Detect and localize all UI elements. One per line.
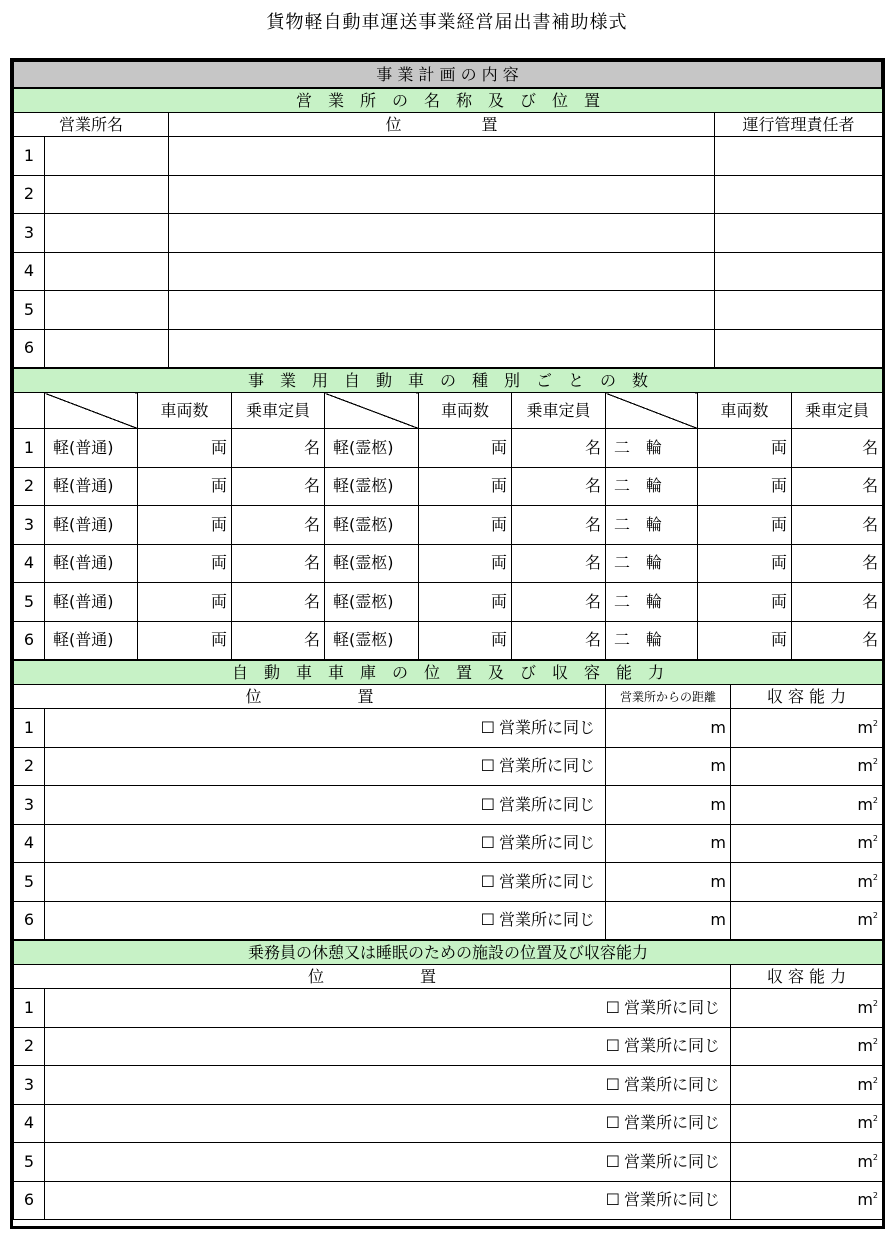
vehicles-header-diagonal	[606, 393, 698, 429]
office-name-field[interactable]	[45, 175, 169, 214]
same-as-office-checkbox[interactable]: ☐	[605, 997, 620, 1017]
operation-manager-header: 運行管理責任者	[715, 113, 883, 137]
type-normal-label: 軽(普通)	[45, 467, 138, 506]
rest-location-field[interactable]	[45, 1104, 731, 1143]
vehicle-count-field[interactable]: 両	[419, 506, 512, 545]
same-as-office-label: 営業所に同じ	[498, 871, 595, 891]
type-hearse-label: 軽(霊柩)	[325, 621, 419, 660]
vehicles-header-diagonal	[45, 393, 138, 429]
vehicle-count-field[interactable]: 両	[138, 429, 232, 468]
area-unit-superscript: 2	[872, 872, 879, 882]
operation-manager-field[interactable]	[715, 137, 883, 176]
vehicle-count-field[interactable]: 両	[419, 583, 512, 622]
vehicle-capacity-field[interactable]: 名	[232, 429, 325, 468]
same-as-office-checkbox[interactable]: ☐	[480, 833, 495, 853]
vehicle-count-field[interactable]: 両	[419, 467, 512, 506]
vehicle-capacity-field[interactable]: 名	[512, 429, 606, 468]
row-number: 1	[14, 429, 45, 468]
area-unit: m	[857, 1074, 873, 1094]
type-normal-label: 軽(普通)	[45, 544, 138, 583]
garage-distance-field[interactable]	[606, 709, 731, 748]
garage-capacity-field[interactable]	[731, 863, 883, 902]
row-number: 2	[14, 467, 45, 506]
garage-distance-field[interactable]	[606, 786, 731, 825]
garage-row	[14, 824, 883, 863]
garage-row	[14, 863, 883, 902]
same-as-office-label: 営業所に同じ	[498, 833, 595, 853]
type-two-wheel-label: 二 輪	[606, 621, 698, 660]
office-location-field[interactable]	[169, 137, 715, 176]
vehicles-header-blank	[14, 393, 45, 429]
area-unit-superscript: 2	[872, 757, 879, 767]
row-number: 4	[14, 824, 45, 863]
office-name-field[interactable]	[45, 214, 169, 253]
row-number: 1	[14, 137, 45, 176]
rest-row	[14, 1066, 883, 1105]
garage-location-field[interactable]	[45, 709, 606, 748]
vehicle-count-field[interactable]: 両	[698, 506, 792, 545]
rest-row	[14, 989, 883, 1028]
vehicle-count-field[interactable]: 両	[698, 467, 792, 506]
area-unit: m	[857, 833, 873, 853]
garage-capacity-field[interactable]	[731, 786, 883, 825]
garage-capacity-field[interactable]	[731, 709, 883, 748]
office-row	[14, 137, 883, 176]
area-unit-superscript: 2	[872, 1075, 878, 1085]
form-frame	[10, 58, 885, 1229]
offices-table	[13, 88, 883, 368]
rest-table	[13, 940, 883, 1220]
type-normal-label: 軽(普通)	[45, 583, 138, 622]
vehicle-count-field[interactable]: 両	[419, 544, 512, 583]
area-unit: m	[857, 717, 873, 737]
type-two-wheel-label: 二 輪	[606, 429, 698, 468]
rest-capacity-field[interactable]	[731, 989, 883, 1028]
vehicle-capacity-header: 乗車定員	[232, 393, 325, 429]
rest-capacity-field[interactable]	[731, 1181, 883, 1220]
row-number: 2	[14, 1027, 45, 1066]
type-hearse-label: 軽(霊柩)	[325, 506, 419, 545]
vehicle-count-field[interactable]: 両	[698, 583, 792, 622]
area-unit: m	[857, 756, 873, 776]
rest-capacity-field[interactable]	[731, 1027, 883, 1066]
garage-location-header: 位 置	[14, 685, 606, 709]
vehicle-row	[14, 621, 883, 660]
area-unit: m	[857, 1113, 873, 1133]
row-number: 4	[14, 252, 45, 291]
vehicle-capacity-field[interactable]: 名	[512, 583, 606, 622]
garage-section-header: 自 動 車 車 庫 の 位 置 及 び 収 容 能 力	[14, 661, 883, 685]
office-name-field[interactable]	[45, 252, 169, 291]
area-unit: m	[857, 910, 873, 930]
area-unit: m	[857, 997, 873, 1017]
vehicle-count-field[interactable]: 両	[138, 544, 232, 583]
row-number: 6	[14, 901, 45, 940]
vehicle-capacity-field[interactable]: 名	[512, 621, 606, 660]
vehicle-capacity-field[interactable]: 名	[232, 544, 325, 583]
vehicle-count-field[interactable]: 両	[698, 544, 792, 583]
row-number: 4	[14, 544, 45, 583]
same-as-office-label: 営業所に同じ	[498, 910, 595, 930]
type-hearse-label: 軽(霊柩)	[325, 429, 419, 468]
area-unit-superscript: 2	[872, 1152, 878, 1162]
vehicle-capacity-field[interactable]: 名	[512, 467, 606, 506]
area-unit: m	[857, 1151, 873, 1171]
area-unit-superscript: 2	[872, 998, 878, 1008]
vehicle-row	[14, 506, 883, 545]
area-unit-superscript: 2	[872, 1191, 878, 1201]
area-unit-superscript: 2	[872, 1037, 878, 1047]
type-two-wheel-label: 二 輪	[606, 544, 698, 583]
garage-location-field[interactable]	[45, 901, 606, 940]
vehicle-row	[14, 583, 883, 622]
office-name-field[interactable]	[45, 291, 169, 330]
type-normal-label: 軽(普通)	[45, 621, 138, 660]
operation-manager-field[interactable]	[715, 291, 883, 330]
row-number: 2	[14, 747, 45, 786]
row-number: 5	[14, 1143, 45, 1182]
operation-manager-field[interactable]	[715, 329, 883, 368]
vehicle-row	[14, 544, 883, 583]
area-unit-superscript: 2	[872, 795, 879, 805]
office-location-field[interactable]	[169, 214, 715, 253]
same-as-office-checkbox[interactable]: ☐	[480, 794, 495, 814]
garage-location-field[interactable]	[45, 863, 606, 902]
type-hearse-label: 軽(霊柩)	[325, 544, 419, 583]
vehicle-capacity-field[interactable]: 名	[232, 583, 325, 622]
same-as-office-label: 営業所に同じ	[623, 997, 720, 1017]
garage-row	[14, 709, 883, 748]
office-row	[14, 175, 883, 214]
rest-row	[14, 1027, 883, 1066]
distance-unit: m	[710, 756, 726, 776]
distance-unit: m	[710, 794, 726, 814]
vehicle-count-field[interactable]: 両	[138, 583, 232, 622]
office-row	[14, 291, 883, 330]
same-as-office-checkbox[interactable]: ☐	[480, 871, 495, 891]
office-location-field[interactable]	[169, 175, 715, 214]
garage-row	[14, 747, 883, 786]
area-unit: m	[857, 1036, 873, 1056]
same-as-office-label: 営業所に同じ	[623, 1190, 720, 1210]
row-number: 6	[14, 329, 45, 368]
garage-distance-field[interactable]	[606, 863, 731, 902]
office-name-field[interactable]	[45, 137, 169, 176]
office-name-field[interactable]	[45, 329, 169, 368]
same-as-office-label: 営業所に同じ	[623, 1151, 720, 1171]
vehicle-count-header: 車両数	[698, 393, 792, 429]
operation-manager-field[interactable]	[715, 175, 883, 214]
vehicle-capacity-field[interactable]: 名	[232, 621, 325, 660]
vehicles-header-diagonal	[325, 393, 419, 429]
vehicle-row	[14, 429, 883, 468]
vehicles-table	[13, 368, 883, 660]
rest-capacity-field[interactable]	[731, 1066, 883, 1105]
same-as-office-label: 営業所に同じ	[498, 794, 595, 814]
area-unit-superscript: 2	[872, 718, 879, 728]
vehicle-capacity-field[interactable]: 名	[792, 506, 883, 545]
garage-table	[13, 660, 883, 940]
same-as-office-label: 営業所に同じ	[623, 1036, 720, 1056]
vehicle-row	[14, 467, 883, 506]
row-number: 1	[14, 989, 45, 1028]
vehicles-section-header: 事 業 用 自 動 車 の 種 別 ご と の 数	[14, 369, 883, 393]
same-as-office-checkbox[interactable]: ☐	[605, 1113, 620, 1133]
type-two-wheel-label: 二 輪	[606, 583, 698, 622]
vehicle-capacity-header: 乗車定員	[512, 393, 606, 429]
row-number: 3	[14, 1066, 45, 1105]
garage-distance-field[interactable]	[606, 824, 731, 863]
office-location-field[interactable]	[169, 291, 715, 330]
distance-unit: m	[710, 871, 726, 891]
office-name-header: 営業所名	[14, 113, 169, 137]
distance-unit: m	[710, 717, 726, 737]
garage-capacity-field[interactable]	[731, 747, 883, 786]
row-number: 2	[14, 175, 45, 214]
garage-location-field[interactable]	[45, 824, 606, 863]
vehicle-capacity-field[interactable]: 名	[512, 506, 606, 545]
vehicle-count-field[interactable]: 両	[138, 621, 232, 660]
vehicle-count-field[interactable]: 両	[698, 621, 792, 660]
rest-row	[14, 1104, 883, 1143]
type-normal-label: 軽(普通)	[45, 429, 138, 468]
area-unit: m	[857, 794, 873, 814]
garage-row	[14, 786, 883, 825]
vehicle-capacity-field[interactable]: 名	[232, 467, 325, 506]
type-hearse-label: 軽(霊柩)	[325, 467, 419, 506]
office-row	[14, 214, 883, 253]
vehicle-capacity-field[interactable]: 名	[792, 583, 883, 622]
area-unit: m	[857, 871, 873, 891]
offices-section-header: 営 業 所 の 名 称 及 び 位 置	[14, 89, 883, 113]
type-normal-label: 軽(普通)	[45, 506, 138, 545]
office-location-header: 位 置	[169, 113, 715, 137]
row-number: 3	[14, 786, 45, 825]
rest-location-field[interactable]	[45, 1181, 731, 1220]
row-number: 5	[14, 863, 45, 902]
vehicle-count-field[interactable]: 両	[138, 506, 232, 545]
garage-location-field[interactable]	[45, 786, 606, 825]
office-location-field[interactable]	[169, 329, 715, 368]
heading-table	[13, 61, 882, 88]
garage-capacity-header: 収 容 能 力	[731, 685, 883, 709]
rest-capacity-field[interactable]	[731, 1104, 883, 1143]
area-unit-superscript: 2	[872, 834, 879, 844]
same-as-office-checkbox[interactable]: ☐	[605, 1074, 620, 1094]
area-unit: m	[857, 1190, 873, 1210]
office-row	[14, 329, 883, 368]
area-unit-superscript: 2	[872, 1114, 878, 1124]
vehicle-capacity-field[interactable]: 名	[792, 467, 883, 506]
garage-distance-field[interactable]	[606, 747, 731, 786]
vehicle-capacity-field[interactable]: 名	[512, 544, 606, 583]
type-hearse-label: 軽(霊柩)	[325, 583, 419, 622]
same-as-office-checkbox[interactable]: ☐	[480, 756, 495, 776]
row-number: 4	[14, 1104, 45, 1143]
type-two-wheel-label: 二 輪	[606, 506, 698, 545]
garage-distance-field[interactable]	[606, 901, 731, 940]
garage-capacity-field[interactable]	[731, 901, 883, 940]
rest-row	[14, 1143, 883, 1182]
rest-capacity-field[interactable]	[731, 1143, 883, 1182]
vehicle-count-field[interactable]: 両	[419, 429, 512, 468]
rest-location-header: 位 置	[14, 965, 731, 989]
garage-location-field[interactable]	[45, 747, 606, 786]
same-as-office-checkbox[interactable]: ☐	[605, 1151, 620, 1171]
garage-row	[14, 901, 883, 940]
row-number: 1	[14, 709, 45, 748]
rest-location-field[interactable]	[45, 1066, 731, 1105]
office-location-field[interactable]	[169, 252, 715, 291]
row-number: 6	[14, 621, 45, 660]
garage-capacity-field[interactable]	[731, 824, 883, 863]
vehicle-count-field[interactable]: 両	[419, 621, 512, 660]
vehicle-capacity-field[interactable]: 名	[792, 544, 883, 583]
vehicle-capacity-header: 乗車定員	[792, 393, 883, 429]
form-heading: 事 業 計 画 の 内 容	[14, 62, 882, 88]
area-unit-superscript: 2	[872, 911, 879, 921]
office-row	[14, 252, 883, 291]
rest-location-field[interactable]	[45, 1027, 731, 1066]
same-as-office-checkbox[interactable]: ☐	[480, 717, 495, 737]
same-as-office-label: 営業所に同じ	[623, 1113, 720, 1133]
type-two-wheel-label: 二 輪	[606, 467, 698, 506]
row-number: 5	[14, 291, 45, 330]
rest-location-field[interactable]	[45, 989, 731, 1028]
distance-unit: m	[710, 910, 726, 930]
vehicle-count-header: 車両数	[419, 393, 512, 429]
operation-manager-field[interactable]	[715, 214, 883, 253]
same-as-office-label: 営業所に同じ	[498, 717, 595, 737]
row-number: 6	[14, 1181, 45, 1220]
vehicle-capacity-field[interactable]: 名	[232, 506, 325, 545]
vehicle-count-field[interactable]: 両	[138, 467, 232, 506]
garage-distance-header: 営業所からの距離	[606, 685, 731, 709]
same-as-office-checkbox[interactable]: ☐	[605, 1190, 620, 1210]
vehicle-count-header: 車両数	[138, 393, 232, 429]
page-title: 貨物軽自動車運送事業経営届出書補助様式	[266, 12, 628, 33]
same-as-office-checkbox[interactable]: ☐	[480, 910, 495, 930]
row-number: 5	[14, 583, 45, 622]
vehicle-capacity-field[interactable]: 名	[792, 429, 883, 468]
operation-manager-field[interactable]	[715, 252, 883, 291]
same-as-office-label: 営業所に同じ	[623, 1074, 720, 1094]
rest-section-header: 乗務員の休憩又は睡眠のための施設の位置及び収容能力	[14, 941, 883, 965]
distance-unit: m	[710, 833, 726, 853]
vehicle-count-field[interactable]: 両	[698, 429, 792, 468]
same-as-office-label: 営業所に同じ	[498, 756, 595, 776]
rest-location-field[interactable]	[45, 1143, 731, 1182]
rest-row	[14, 1181, 883, 1220]
row-number: 3	[14, 506, 45, 545]
row-number: 3	[14, 214, 45, 253]
same-as-office-checkbox[interactable]: ☐	[605, 1036, 620, 1056]
vehicle-capacity-field[interactable]: 名	[792, 621, 883, 660]
rest-capacity-header: 収 容 能 力	[731, 965, 883, 989]
